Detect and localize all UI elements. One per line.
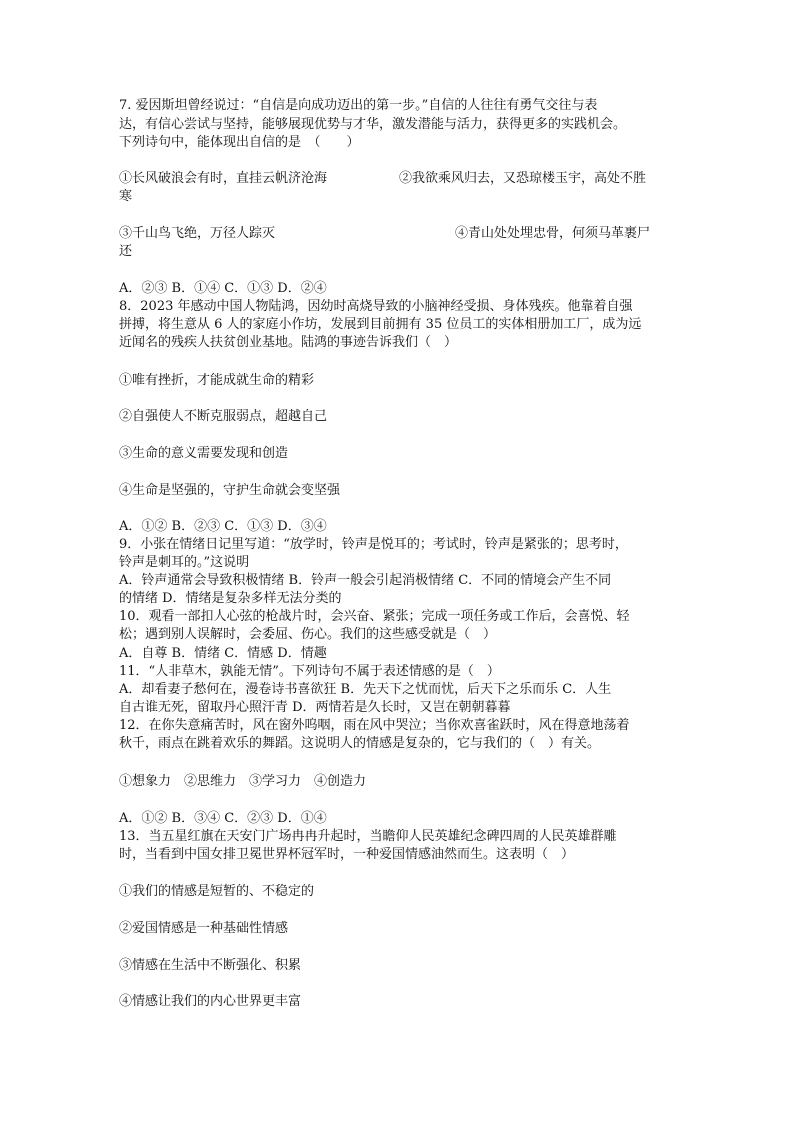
question-8-option-2: ②自强使人不断克服弱点，超越自己 [119, 409, 328, 424]
question-7-stem-line-1: 7. 爱因斯坦曾经说过：“自信是向成功迈出的第一步。”自信的人往往有勇气交往与表 [119, 98, 598, 113]
question-9-answers-line-2: 的情绪 D．情绪是复杂多样无法分类的 [119, 591, 342, 606]
question-7-option-4-cont: 还 [119, 244, 133, 259]
question-8-answers: A．①② B．②③ C．①③ D．③④ [119, 519, 327, 534]
question-13-option-1: ①我们的情感是短暂的、不稳定的 [119, 884, 315, 899]
question-8-stem-line-3: 近闻名的残疾人扶贫创业基地。陆鸿的事迹告诉我们（ ） [119, 335, 458, 350]
question-13-option-4: ④情感让我们的内心世界更丰富 [119, 994, 302, 1009]
question-13-option-2: ②爱国情感是一种基础性情感 [119, 921, 289, 936]
question-13-stem-line-1: 13．当五星红旗在天安门广场冉冉升起时，当瞻仰人民英雄纪念碑四周的人民英雄群雕 [119, 829, 617, 844]
question-10-stem-line-2: 松；遇到别人误解时，会委屈、伤心。我们的这些感受就是（ ） [119, 627, 497, 642]
question-12-stem-line-1: 12．在你失意痛苦时，风在窗外呜咽，雨在风中哭泣；当你欢喜雀跃时，风在得意地荡着 [119, 718, 630, 733]
question-8-option-4: ④生命是坚强的，守护生命就会变坚强 [119, 483, 341, 498]
question-11-answers-line-2: 自古谁无死，留取丹心照汗青 D．两情若是久长时，又岂在朝朝暮暮 [119, 700, 511, 715]
question-8-option-1: ①唯有挫折，才能成就生命的精彩 [119, 373, 315, 388]
question-13-option-3: ③情感在生活中不断强化、积累 [119, 958, 302, 973]
question-7-option-2: ②我欲乘风归去，又恐琼楼玉宇，高处不胜 [399, 171, 647, 186]
question-7-option-1: ①长风破浪会有时，直挂云帆济沧海 [119, 171, 328, 186]
question-9-stem-line-1: 9．小张在情绪日记里写道：“放学时，铃声是悦耳的；考试时，铃声是紧张的；思考时， [119, 537, 628, 552]
question-7-stem-line-2: 达，有信心尝试与坚持，能够展现优势与才华，激发潜能与活力，获得更多的实践机会。 [119, 117, 627, 132]
question-7-stem-line-3: 下列诗句中，能体现出自信的是 （ ） [119, 135, 360, 150]
question-7-answers: A．②③ B．①④ C．①③ D．②④ [119, 281, 327, 296]
question-11-stem: 11．“人非草木，孰能无情”。下列诗句不属于表述情感的是（ ） [119, 664, 500, 679]
question-10-answers: A．自尊 B．情绪 C．情感 D．情趣 [119, 646, 327, 661]
question-10-stem-line-1: 10．观看一部扣人心弦的枪战片时，会兴奋、紧张；完成一项任务或工作后，会喜悦、轻 [119, 609, 630, 624]
question-8-stem-line-1: 8．2023 年感动中国人物陆鸿，因幼时高烧导致的小脑神经受损、身体残疾。他靠着自强 [119, 299, 633, 314]
question-8-option-3: ③生命的意义需要发现和创造 [119, 446, 289, 461]
question-9-answers-line-1: A．铃声通常会导致积极情绪 B．铃声一般会引起消极情绪 C．不同的情境会产生不同 [119, 573, 612, 588]
question-13-stem-line-2: 时，当看到中国女排卫冕世界杯冠军时，一种爱国情感油然而生。这表明（ ） [119, 847, 575, 862]
question-8-stem-line-2: 拼搏，将生意从 6 人的家庭小作坊，发展到目前拥有 35 位员工的实体相册加工厂，成为远 [119, 317, 642, 332]
question-12-options: ①想象力 ②思维力 ③学习力 ④创造力 [119, 774, 367, 789]
question-12-stem-line-2: 秋千，雨点在跳着欢乐的舞蹈。这说明人的情感是复杂的，它与我们的（ ）有关。 [119, 736, 601, 751]
question-9-stem-line-2: 铃声是刺耳的。”这说明 [119, 555, 250, 570]
question-7-option-3: ③千山鸟飞绝，万径人踪灭 [119, 226, 276, 241]
question-12-answers: A．①② B．③④ C．②③ D．①④ [119, 811, 327, 826]
question-7-option-4: ④青山处处埋忠骨，何须马革裹尸 [455, 226, 651, 241]
question-7-option-2-cont: 寒 [119, 189, 133, 204]
question-11-answers-line-1: A．却看妻子愁何在，漫卷诗书喜欲狂 B．先天下之忧而忧，后天下之乐而乐 C．人生 [119, 682, 612, 697]
